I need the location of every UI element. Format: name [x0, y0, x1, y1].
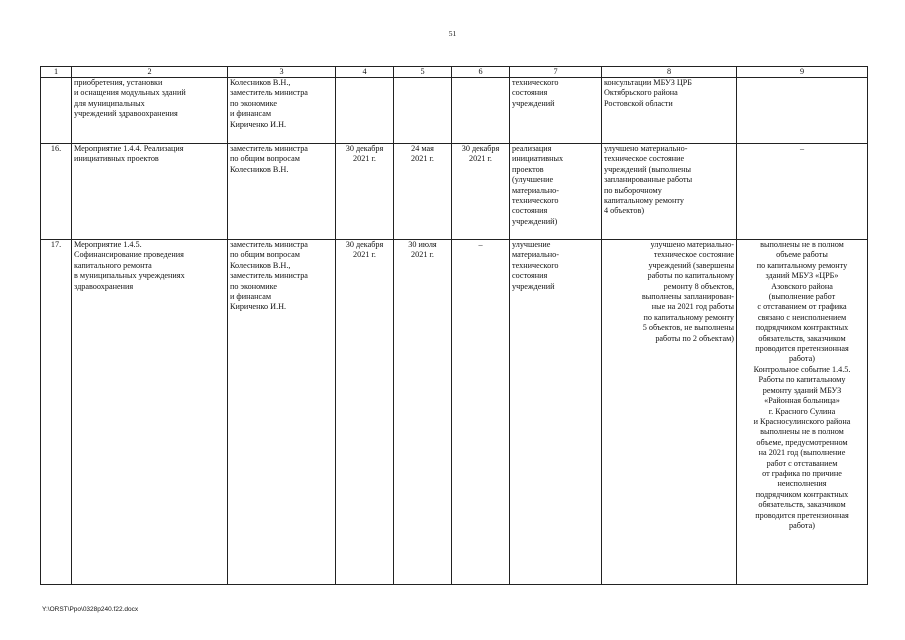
actual-start-date: 30 июля 2021 г. [394, 240, 452, 585]
planned-date: 30 декабря 2021 г. [336, 240, 394, 585]
responsible-person: заместитель министра по общим вопросам Колесников В.Н., заместитель министра по экономике и финансам Кириченко И.Н. [228, 240, 336, 585]
responsible-person: Колесников В.Н., заместитель министра по экономике и финансам Кириченко И.Н. [228, 78, 336, 144]
expected-result: реализация инициативных проектов (улучшение материально- технического состояния учреждений) [510, 144, 602, 240]
notes: выполнены не в полном объеме работы по капитальному ремонту зданий МБУЗ «ЦРБ» Азовского района (выполнение работ с отставанием от графика связано с неисполнением подрядчиком контрактных обязательств, заказчиком проводится претензионная работа) Контрольное событие 1.4.5. Работы по капитальному ремонту зданий МБУЗ «Районная больница» г. Красного Сулина и Красносулинского района выполнены не в полном объеме, предусмотренном на 2021 год (выполнение работ с отставанием от графика по причине неисполнения подрядчиком контрактных обязательств, заказчиком проводится претензионная работа) [737, 240, 868, 585]
actual-end-date [452, 78, 510, 144]
table-row [41, 240, 868, 585]
actual-result: консультации МБУЗ ЦРБ Октябрьского района Ростовской области [602, 78, 737, 144]
row-number: 17. [41, 240, 72, 585]
column-number: 5 [394, 67, 452, 78]
notes [737, 78, 868, 144]
expected-result: технического состояния учреждений [510, 78, 602, 144]
row-number [41, 78, 72, 144]
column-number: 2 [72, 67, 228, 78]
column-number: 9 [737, 67, 868, 78]
page-number: 51 [448, 29, 457, 38]
column-number: 7 [510, 67, 602, 78]
actual-start-date [394, 78, 452, 144]
column-number: 4 [336, 67, 394, 78]
responsible-person: заместитель министра по общим вопросам Колесников В.Н. [228, 144, 336, 240]
actual-result: улучшено материально- техническое состояние учреждений (выполнены запланированные работы по выборочному капитальному ремонту 4 объектов) [602, 144, 737, 240]
activity-name: Мероприятие 1.4.4. Реализация инициативных проектов [72, 144, 228, 240]
column-number: 1 [41, 67, 72, 78]
notes: – [737, 144, 868, 240]
column-number: 6 [452, 67, 510, 78]
column-number-row [41, 67, 868, 78]
report-table [40, 66, 868, 585]
actual-result: улучшено материально- техническое состояние учреждений (завершены работы по капитальному ремонту 8 объектов, выполнены запланирован- ные на 2021 год работы по капитальному ремонту 5 объектов, не выполнены работы по 2 объектам) [602, 240, 737, 585]
row-number: 16. [41, 144, 72, 240]
table-row [41, 78, 868, 144]
column-number: 8 [602, 67, 737, 78]
column-number: 3 [228, 67, 336, 78]
activity-name: Мероприятие 1.4.5. Софинансирование проведения капитального ремонта в муниципальных учреждениях здравоохранения [72, 240, 228, 585]
activity-name: приобретения, установки и оснащения модульных зданий для муниципальных учреждений здравоохранения [72, 78, 228, 144]
planned-date [336, 78, 394, 144]
table-row [41, 144, 868, 240]
actual-end-date: – [452, 240, 510, 585]
actual-start-date: 24 мая 2021 г. [394, 144, 452, 240]
planned-date: 30 декабря 2021 г. [336, 144, 394, 240]
footer-file-path: Y:\ORST\Ppo\0328p240.f22.docx [42, 606, 139, 613]
expected-result: улучшение материально- технического состояния учреждений [510, 240, 602, 585]
actual-end-date: 30 декабря 2021 г. [452, 144, 510, 240]
